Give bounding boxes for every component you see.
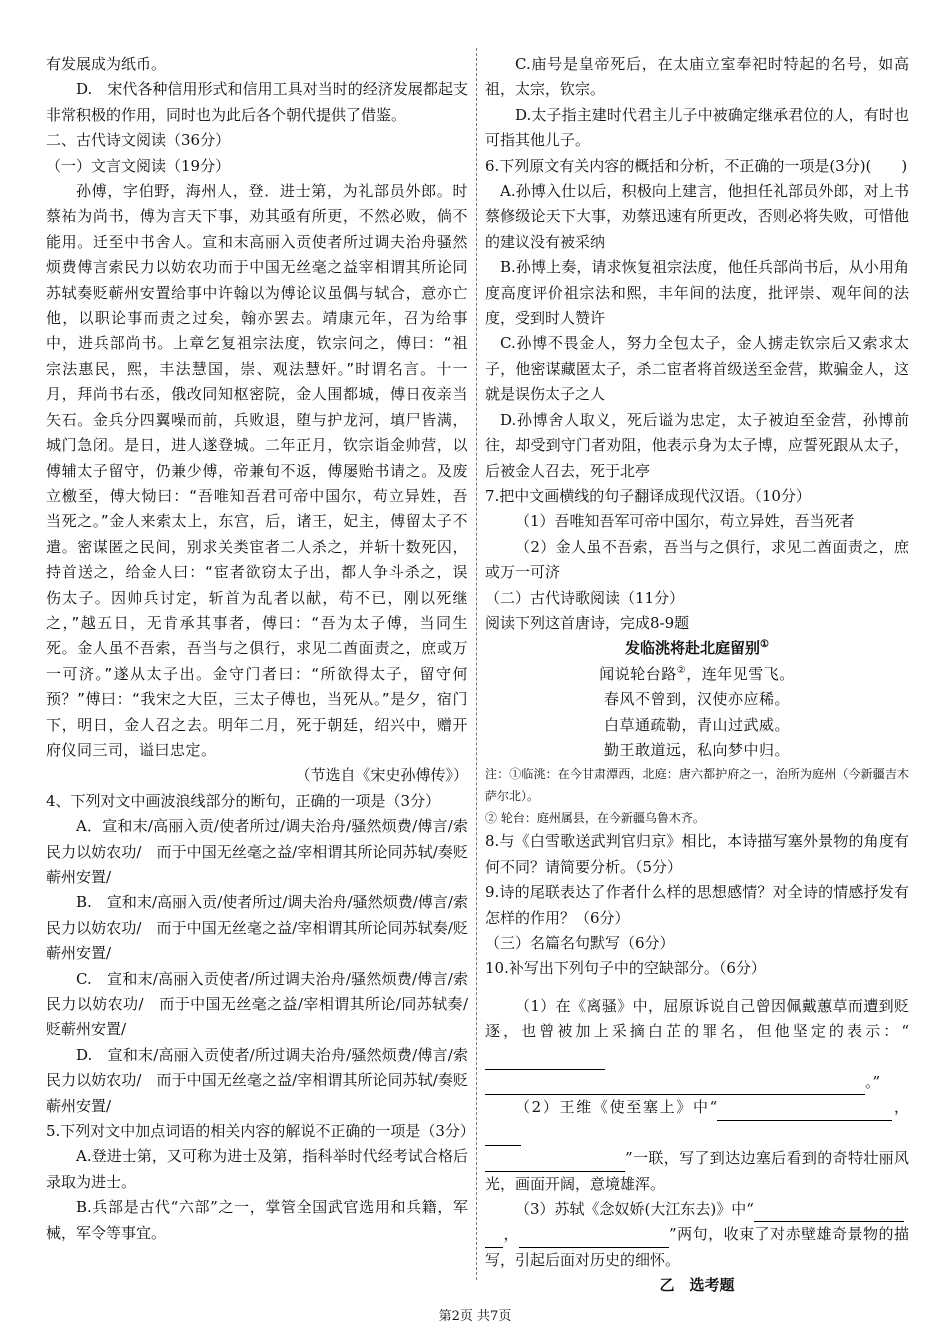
answer-blank[interactable] [519, 1229, 669, 1248]
column-divider [476, 48, 477, 1280]
question-6-option-c: C.孙博不畏金人，努力全包太子，金人掳走钦宗后又索求太子，他密谋藏匿太子，杀二宦者将首级送至金营，欺骗金人，这就是误伤太子之人 [485, 334, 909, 404]
question-10-item-3: （3）苏轼《念奴娇(大江东去)》中“ ， ”两句，收束了对赤壁雄奇景物的描写，引起后面对历史的细怀。 [485, 1200, 909, 1269]
poem-line-3: 白草通疏勒，青山过武威。 [603, 715, 790, 734]
option-d: D. 宋代各种信用形式和信用工具对当时的经济发展都起支非常积极的作用，同时也为此后各个朝代提供了借鉴。 [46, 80, 468, 124]
question-5-option-d: D.太子指主建时代君主儿子中被确定继承君位的人，有时也可指其他儿子。 [485, 105, 909, 150]
question-10-item-1: （1）在《离骚》中，屈原诉说自己曾因佩戴蕙草而遭到贬逐，也曾被加上采摘白芷的罪名，但他坚定的表示：“ 。” [485, 994, 909, 1096]
question-4-option-b: B. 宣和末/高丽入贡/使者所过/调夫治舟/骚然烦费/傅言/索民力以妨农功/ 而于中国无丝毫之益/宰相谓其所论同苏轼奏/贬蕲州安置/ [46, 893, 468, 963]
answer-blank[interactable] [485, 1076, 865, 1095]
question-4-option-d: D. 宣和末/高丽入贡使者/所过调夫治舟/骚然烦费/傅言/索民力以妨农功/ 而于中国无丝毫之益/宰相谓其所论同苏轼/奏贬蕲州安置/ [46, 1045, 468, 1115]
question-5-option-b: B.兵部是古代“六部”之一，掌管全国武官选用和兵籍，军械，军令等事宜。 [46, 1198, 468, 1242]
poem-intro: 阅读下列这首唐诗，完成8-9题 [485, 613, 690, 632]
left-column [46, 52, 475, 1246]
question-5: 5.下列对文中加点词语的相关内容的解说不正确的一项是（3分） [46, 1122, 475, 1141]
poem-note-2: ② 轮台：庭州属县，在今新疆乌鲁木齐。 [485, 811, 705, 826]
question-5-option-c: C.庙号是皇帝死后，在太庙立室奉祀时特起的名号，如高祖，太宗，钦宗。 [485, 55, 909, 99]
question-4-option-c: C. 宣和末/高丽入贡使者/所过调夫治舟/骚然烦费/傅言/索民力以妨农功/ 而于中国无丝毫之益/宰相谓其所论/同苏轼奏/贬蕲州安置/ [46, 969, 468, 1039]
answer-blank[interactable] [485, 1229, 503, 1248]
subsection-heading: （一）文言文阅读（19分） [46, 156, 231, 175]
poem-line-1: 闻说轮台路②，连年见雪飞。 [599, 664, 795, 683]
subsection-heading: （三）名篇名句默写（6分） [485, 934, 675, 952]
section-heading: 二、古代诗文阅读（36分） [46, 131, 231, 150]
page-footer: 第2页 共7页 [438, 1309, 512, 1324]
classical-passage: 孙傅，字伯野，海州人，登．进士第，为礼部员外郎。时蔡祐为尚书，傅为言天下事，劝其亟有所更，不然必败，倘不能用。迁至中书舍人。宣和末高丽入贡使者所过调夫治舟骚然烦费傅言索民力以妨农功而于中国无丝毫之益宰相谓其所论同苏轼奏贬蕲州安置给事中许翰以为傅论议虽偶与轼合，意亦亡他，以职论事而责之过矣，翰亦罢去。靖康元年，召为给事中，进兵部尚书。上章乞复祖宗法度，钦宗问之，傅曰：“祖宗法惠民，熙，丰法慧国，崇、观法慧奸。”时谓名言。十一月，拜尚书右丞，俄改同知枢密院，金人围都城，傅日夜亲当矢石。金兵分四翼噪而前，兵败退，堕与护龙河，填尸皆满，城门急闭。是日，进人遂登城。二年正月，钦宗诣金帅营，以傅辅太子留守，仍兼少傅，帝兼旬不返，傅屡贻书请之。及废立檄至，傅大恸曰：“吾唯知吾君可帝中国尔，苟立异姓，吾当死之。”金人来索太上，东宫，后，诸王，妃主，傅留太子不遣。密谋匿之民间，别求关类宦者二人杀之，并斩十数死囚，持首送之，给金人曰：“宦者欲窃太子出，都人争斗杀之，误伤太子。因帅兵讨定，斩首为乱者以献，苟不已，刚以死继之，”越五日，无肯承其事者，傅曰：“吾为太子傅，当同生死。金人虽不吾索，吾当与之俱行，求见二酋面责之，庶或万一可济。”遂从太子出。金守门者曰：“所欲得太子，留守何预？”傅曰：“我宋之大臣，三太子傅也，当死从。”是夕，宿门下，明日，金人召之去。明年二月，死于朝廷，绍兴中，赠开府仪同三司，谥曰忠定。 [46, 182, 468, 759]
footnote-mark: ② [676, 664, 687, 676]
answer-blank[interactable] [754, 1203, 904, 1222]
question-4: 4、下列对文中画波浪线部分的断句，正确的一项是（3分） [46, 791, 441, 810]
question-9: 9.诗的尾联表达了作者什么样的思想感情？对全诗的情感抒发有怎样的作用？（6分） [485, 883, 909, 927]
passage-source: （节选自《宋史孙傅传》） [295, 766, 468, 785]
question-7: 7.把中文画横线的句子翻译成现代汉语。（10分） [485, 486, 811, 505]
poem-line-2: 春风不曾到，汉使亦应稀。 [603, 690, 790, 709]
question-10: 10.补写出下列句子中的空缺部分。（6分） [485, 959, 766, 978]
poem-line-4: 勤王敢道远，私向梦中归。 [603, 740, 790, 759]
subsection-heading: （二）古代诗歌阅读（11分） [485, 588, 685, 607]
question-4-option-a: A．宣和末/高丽入贡/使者所过/调夫治舟/骚然烦费/傅言/索民力以妨农功/ 而于中国无丝毫之益/宰相谓其所论同苏轼/奏贬蕲州安置/ [46, 817, 468, 886]
question-8: 8.与《白雪歌送武判官归京》相比，本诗描写塞外景物的角度有何不同？请简要分析。（5分） [485, 832, 909, 876]
paragraph: 有发展成为纸币。 [46, 55, 167, 73]
question-10-item-2: （2）王维《使至塞上》中“ ， ”一联，写了到达边塞后看到的奇特壮丽风光，画面开阔，意境雄浑。 [485, 1098, 909, 1193]
question-6-option-a: A.孙博入仕以后，积极向上建言，他担任礼部员外郎，对上书蔡修级论天下大事，劝蔡迅速有所更改，否则必将失败，可惜他的建议没有被采纳 [485, 182, 909, 251]
answer-blank[interactable] [485, 1051, 605, 1070]
poem-title: 发临洮将赴北庭留别① [625, 639, 769, 658]
footnote-mark: ① [760, 639, 769, 651]
question-7-item-2: （2）金人虽不吾索，吾当与之俱行，求见二酋面责之，庶或万一可济 [485, 537, 909, 582]
question-6-option-b: B.孙博上奏，请求恢复祖宗法度，他任兵部尚书后，从小用角度高度评价祖宗法和熙，丰年间的法度，批评崇、观年间的法度，受到时人赞许 [485, 258, 909, 328]
right-column [485, 52, 909, 1299]
question-6: 6.下列原文有关内容的概括和分析，不正确的一项是(3分)( ) [485, 156, 908, 175]
poem-note-1: 注：①临洮：在今甘肃潭西，北庭：唐六都护府之一，治所为庭州（今新疆吉木萨尔北）。 [485, 767, 909, 804]
section-heading: 乙 选考题 [659, 1276, 735, 1295]
answer-blank[interactable] [485, 1127, 521, 1146]
answer-blank[interactable] [717, 1102, 892, 1121]
question-6-option-d: D.孙博舍人取义，死后谥为忠定，太子被迫至金营，孙博前往，却受到守门者劝阻，他表示身为太子博，应誓死跟从太子，后被金人召去，死于北亭 [485, 410, 909, 480]
question-7-item-1: （1）吾唯知吾军可帝中国尔，苟立异姓，吾当死者 [515, 512, 855, 531]
question-5-option-a: A.登进士第，又可称为进士及第，指科举时代经考试合格后录取为进士。 [46, 1147, 468, 1191]
answer-blank[interactable] [485, 1153, 625, 1172]
